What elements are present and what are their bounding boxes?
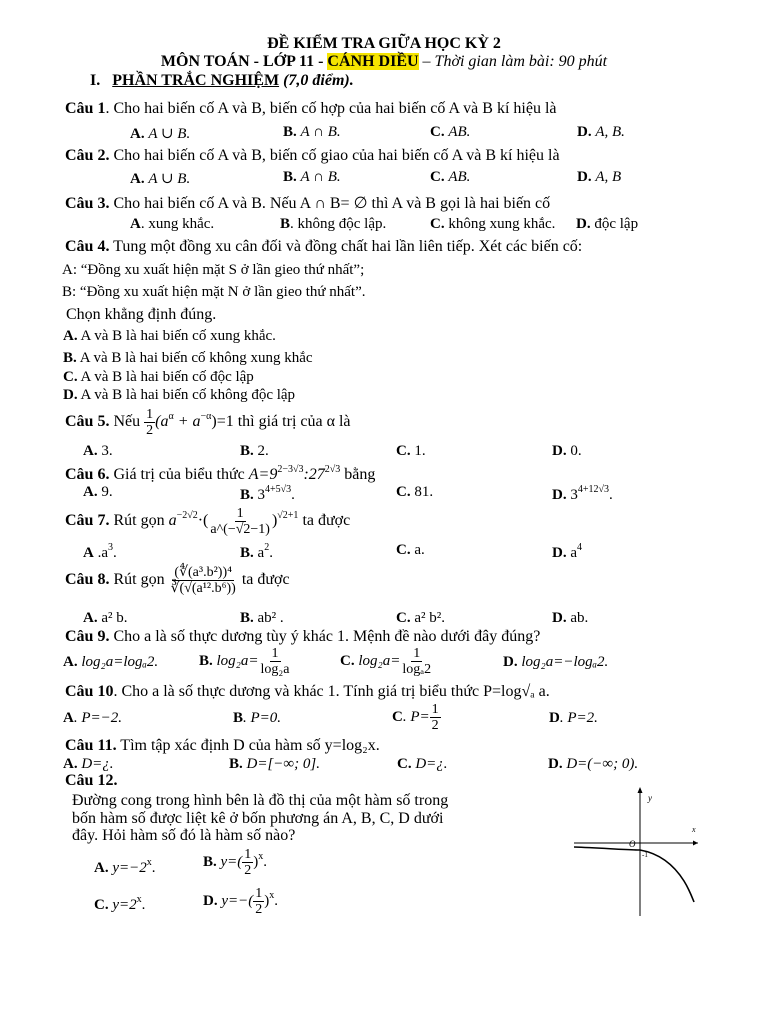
question-9: Câu 9. Cho a là số thực dương tùy ý khác 1. Mệnh đề nào dưới đây đúng? xyxy=(65,628,541,645)
q7-option-b[interactable]: B. $a^2$. xyxy=(240,542,273,561)
q12-stem-line-3: đây. Hỏi hàm số đó là hàm số nào? xyxy=(72,827,296,844)
fraction: $\frac{1}{\text{log₂a}}$ xyxy=(260,646,290,677)
q8-option-a[interactable]: A. a² b. xyxy=(83,610,128,626)
q2-option-a[interactable]: A. A ∪ B. xyxy=(130,171,191,187)
q10-option-b[interactable]: B. P=0. xyxy=(233,710,282,726)
q6-option-b[interactable]: B. $3^{4+5√3}$. xyxy=(240,484,295,503)
q5-option-d[interactable]: D. 0. xyxy=(552,443,582,459)
q4-option-d[interactable]: D. A và B là hai biến cố không độc lập xyxy=(63,387,296,403)
q6-option-c[interactable]: C. 81. xyxy=(396,484,434,500)
q3-option-a[interactable]: A. xung khắc. xyxy=(130,216,215,232)
exam-title: ĐỀ KIỂM TRA GIỮA HỌC KỲ 2 xyxy=(267,35,501,52)
q7-option-c[interactable]: C. a. xyxy=(396,542,425,558)
q1-option-d[interactable]: D. A, B. xyxy=(577,124,625,140)
q4-event-b: B: “Đồng xu xuất hiện mặt N ở lần gieo thứ nhất”. xyxy=(62,284,366,300)
q11-option-a[interactable]: A. D=¿. xyxy=(63,756,114,772)
q12-stem-line-1: Đường cong trong hình bên là đồ thị của một hàm số trong xyxy=(72,792,449,809)
fraction: $\frac{1}{2}$ xyxy=(146,407,154,438)
question-10: Câu 10. Cho a là số thực dương và khác 1. Tính giá trị biểu thức P=log√ₐ a. xyxy=(65,683,550,700)
question-6: Câu 6. Giá trị của biểu thức $A=9^{2-3√3}:27^{2√3}$ bằng xyxy=(65,464,376,483)
y-axis-arrow xyxy=(638,787,643,793)
q4-option-b[interactable]: B. A và B là hai biến cố không xung khắc xyxy=(63,350,313,366)
q12-option-a[interactable]: A. $y=-2^x$. xyxy=(94,857,156,876)
q8-option-d[interactable]: D. ab. xyxy=(552,610,589,626)
q3-option-b[interactable]: B. không độc lập. xyxy=(280,216,387,232)
section-heading: I. PHẦN TRẮC NGHIỆM (7,0 điểm). xyxy=(90,72,354,89)
q1-option-c[interactable]: C. AB. xyxy=(430,124,471,140)
q10-option-a[interactable]: A. P=−2. xyxy=(63,710,123,726)
q10-option-d[interactable]: D. P=2. xyxy=(549,710,598,726)
tick-label: -1 xyxy=(642,851,648,859)
q8-option-c[interactable]: C. a² b². xyxy=(396,610,445,626)
question-3: Câu 3. Cho hai biến cố A và B. Nếu A ∩ B= ∅ thì A và B gọi là hai biến cố xyxy=(65,195,551,212)
question-8: Câu 8. Rút gọn $\frac{\text{(∜(a³.b²))⁴}}{\text{∛(√(a¹².b⁶))}}$ ta được xyxy=(65,565,290,596)
q4-option-a[interactable]: A. A và B là hai biến cố xung khắc. xyxy=(63,328,276,344)
q2-option-d[interactable]: D. A, B xyxy=(577,169,622,185)
q11-option-b[interactable]: B. D=[−∞; 0]. xyxy=(229,756,320,772)
exam-subtitle: MÔN TOÁN - LỚP 11 - CÁNH DIỀU – Thời gian làm bài: 90 phút xyxy=(160,53,608,70)
function-graph xyxy=(572,784,702,919)
question-7: Câu 7. Rút gọn $a^{-2√2}\cdot$( $\frac{1}{a\^{}(-√2-1)}$ )$^{√2+1}$ ta được xyxy=(65,506,351,537)
q1-option-a[interactable]: A. A ∪ B. xyxy=(130,126,191,142)
q7-option-d[interactable]: D. $a^4$ xyxy=(552,542,583,561)
q8-option-b[interactable]: B. ab² . xyxy=(240,610,284,626)
fraction: $\frac{1}{2}$ xyxy=(255,886,263,917)
q9-option-c[interactable]: C. log₂a= $\frac{1}{\text{logₐ2}}$ xyxy=(340,646,432,677)
q3-option-d[interactable]: D. độc lập xyxy=(576,216,639,232)
q3-option-c[interactable]: C. không xung khắc. xyxy=(430,216,556,232)
fraction: $\frac{1}{2}$ xyxy=(244,847,252,878)
q11-option-d[interactable]: D. D=(−∞; 0). xyxy=(548,756,639,772)
book-highlight: CÁNH DIỀU xyxy=(327,53,419,70)
q6-option-d[interactable]: D. $3^{4+12√3}$. xyxy=(552,484,613,503)
q2-option-c[interactable]: C. AB. xyxy=(430,169,471,185)
question-1: Câu 1. Cho hai biến cố A và B, biến cố hợp của hai biến cố A và B kí hiệu là xyxy=(65,100,557,117)
q4-instruction: Chọn khẳng định đúng. xyxy=(66,306,217,323)
q10-option-c[interactable]: C. P= $\frac{1}{2}$ xyxy=(392,702,439,733)
question-4: Câu 4. Tung một đồng xu cân đối và đồng chất hai lần liên tiếp. Xét các biến cố: xyxy=(65,238,583,255)
question-11: Câu 11. Tìm tập xác định D của hàm số y=log₂x. xyxy=(65,737,380,754)
fraction: $\frac{1}{\text{logₐ2}}$ xyxy=(402,646,432,677)
fraction: $\frac{1}{a\^{}(-√2-1)}$ xyxy=(210,506,270,537)
x-label: x xyxy=(692,825,696,834)
q12-option-c[interactable]: C. $y=2^x$. xyxy=(94,894,146,913)
q12-option-d[interactable]: D. y=−( $\frac{1}{2}$ )$^x$. xyxy=(203,886,278,917)
q12-option-b[interactable]: B. y=( $\frac{1}{2}$ )$^x$. xyxy=(203,847,268,878)
q5-option-b[interactable]: B. 2. xyxy=(240,443,269,459)
q4-option-c[interactable]: C. A và B là hai biến cố độc lập xyxy=(63,369,254,385)
q4-event-a: A: “Đồng xu xuất hiện mặt S ở lần gieo thứ nhất”; xyxy=(62,262,365,278)
origin-label: O xyxy=(629,839,636,849)
fraction: $\frac{1}{2}$ xyxy=(431,702,439,733)
question-12: Câu 12. xyxy=(65,772,118,789)
q11-option-c[interactable]: C. D=¿. xyxy=(397,756,448,772)
q6-option-a[interactable]: A. 9. xyxy=(83,484,113,500)
question-5: Câu 5. Nếu $\frac{1}{2}$ $(a^\alpha + a^{-\alpha})=1$ thì giá trị của α là xyxy=(65,407,351,438)
q1-option-b[interactable]: B. A ∩ B. xyxy=(283,124,341,140)
q12-stem-line-2: bốn hàm số được liệt kê ở bốn phương án A, B, C, D dưới xyxy=(72,810,444,827)
q9-option-a[interactable]: A. log₂a=logₐ2. xyxy=(63,654,159,670)
curve xyxy=(574,847,694,902)
q9-option-b[interactable]: B. log₂a= $\frac{1}{\text{log₂a}}$ xyxy=(199,646,290,677)
question-2: Câu 2. Cho hai biến cố A và B, biến cố giao của hai biến cố A và B kí hiệu là xyxy=(65,147,560,164)
q9-option-d[interactable]: D. log₂a=−logₐ2. xyxy=(503,654,609,670)
fraction: $\frac{\text{(∜(a³.b²))⁴}}{\text{∛(√(a¹².b⁶))}}$ xyxy=(170,565,236,596)
q5-option-c[interactable]: C. 1. xyxy=(396,443,426,459)
q5-option-a[interactable]: A. 3. xyxy=(83,443,113,459)
y-label: y xyxy=(648,793,652,803)
q7-option-a[interactable]: A $.a^3$. xyxy=(83,542,117,561)
x-axis-arrow xyxy=(693,841,698,846)
q2-option-b[interactable]: B. A ∩ B. xyxy=(283,169,341,185)
